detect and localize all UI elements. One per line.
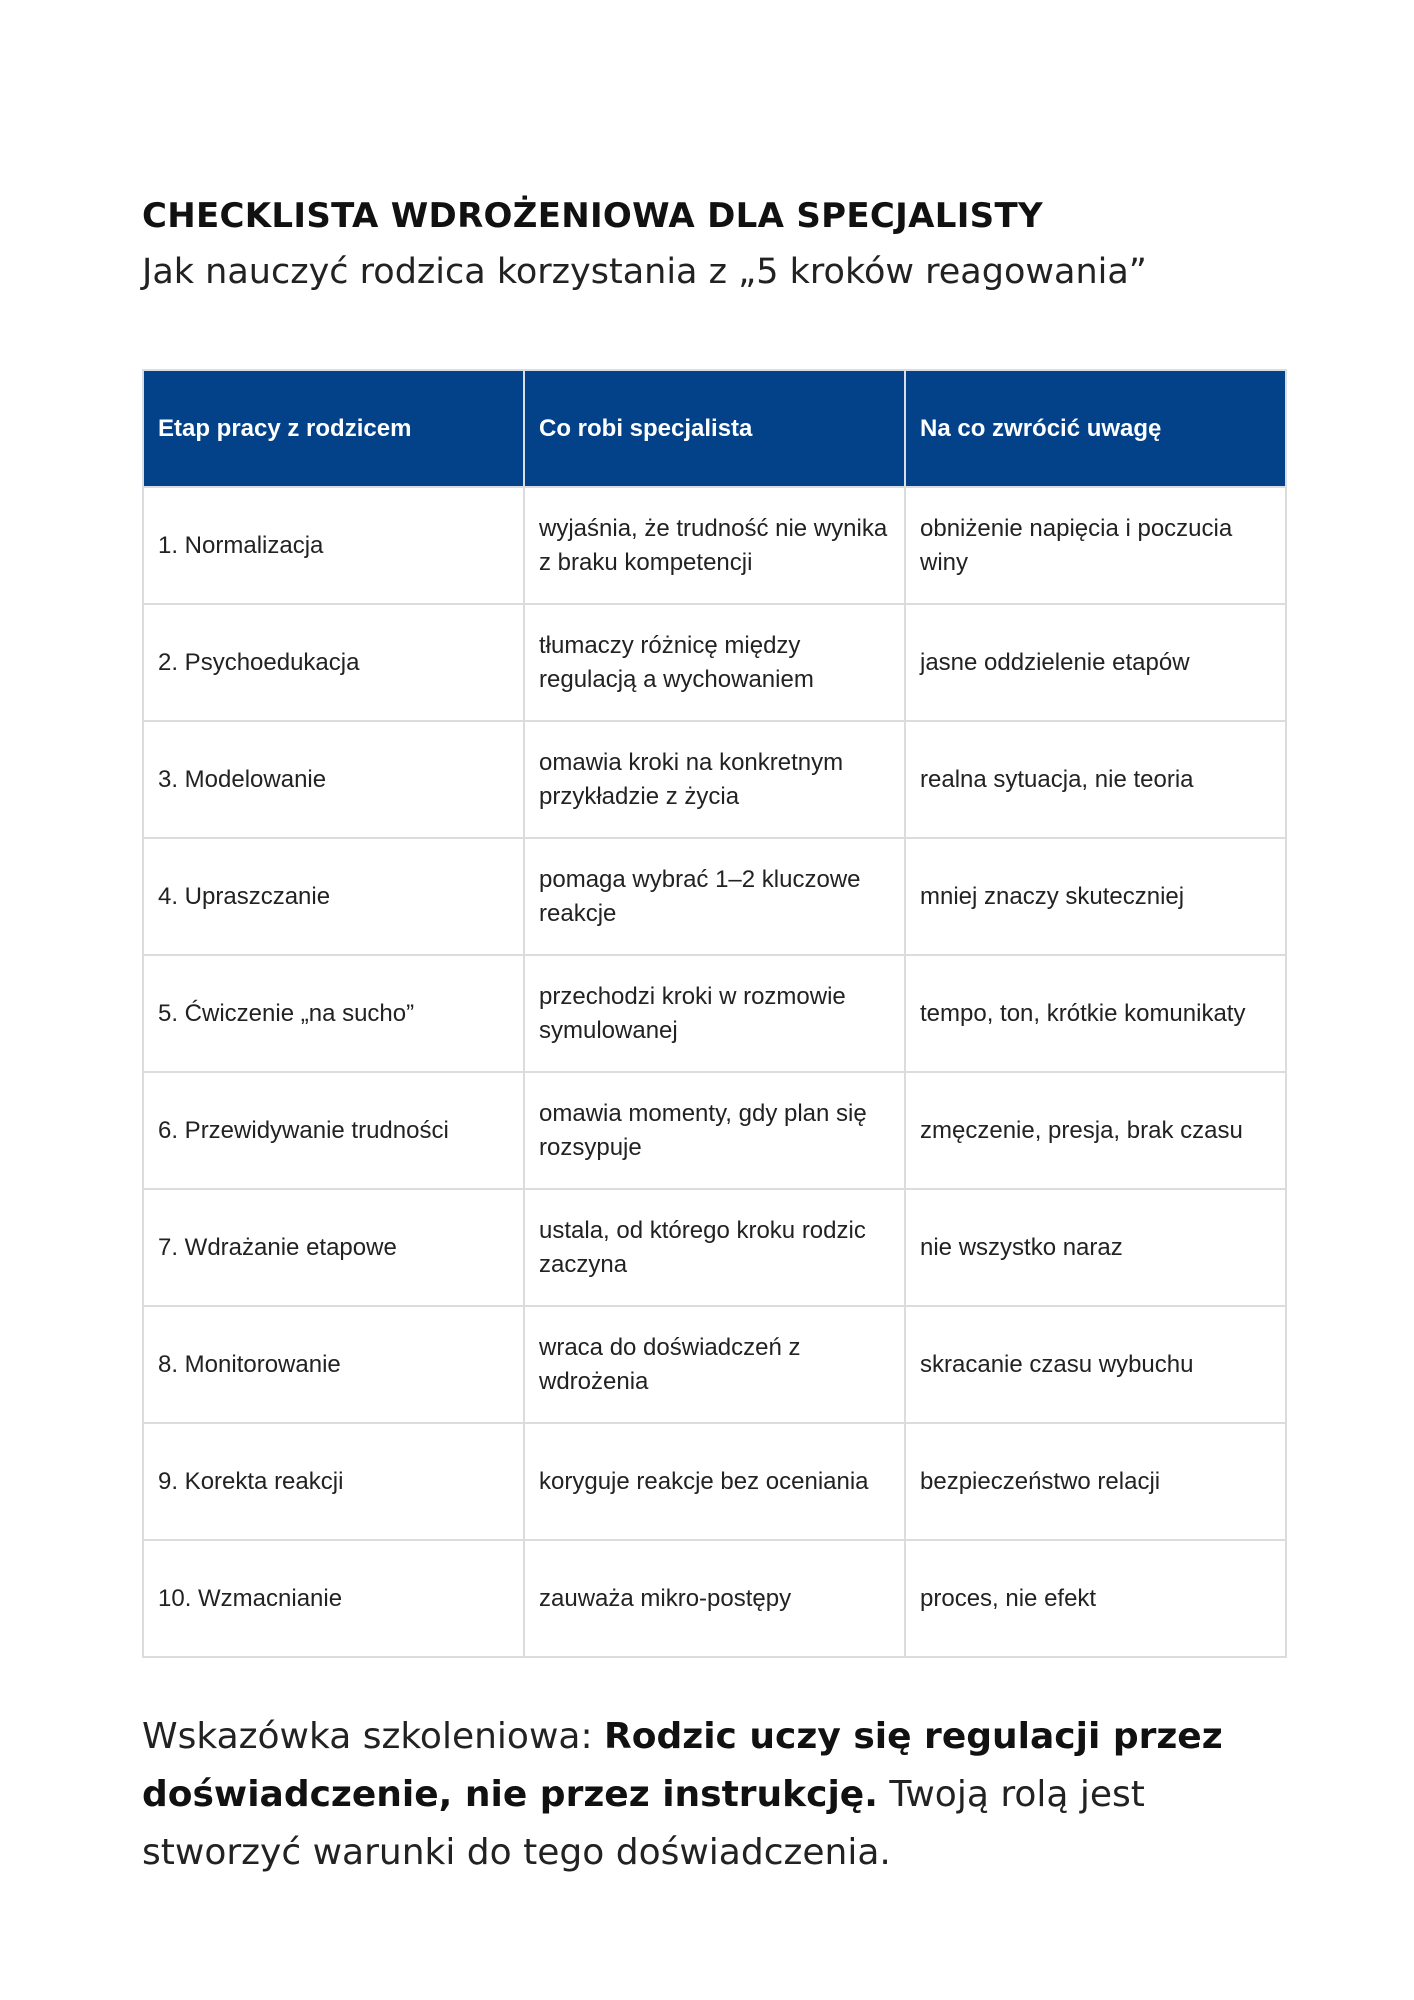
cell-specialist-action: przechodzi kroki w rozmowie symulowanej (524, 955, 905, 1072)
table-header-row (143, 370, 1286, 487)
cell-specialist-action: ustala, od którego kroku rodzic zaczyna (524, 1189, 905, 1306)
training-tip-tail: Twoją rolą jest stworzyć warunki do tego doświadczenia. (142, 1774, 1145, 1873)
page-title: CHECKLISTA WDROŻENIOWA DLA SPECJALISTY (142, 196, 1043, 236)
table-row (143, 838, 1286, 955)
cell-attention: proces, nie efekt (905, 1540, 1286, 1657)
cell-specialist-action: pomaga wybrać 1–2 kluczowe reakcje (524, 838, 905, 955)
table-row (143, 955, 1286, 1072)
cell-attention: tempo, ton, krótkie komunikaty (905, 955, 1286, 1072)
cell-attention: jasne oddzielenie etapów (905, 604, 1286, 721)
cell-specialist-action: zauważa mikro-postępy (524, 1540, 905, 1657)
table-row (143, 1072, 1286, 1189)
cell-stage: 7. Wdrażanie etapowe (143, 1189, 524, 1306)
cell-stage: 9. Korekta reakcji (143, 1423, 524, 1540)
cell-attention: skracanie czasu wybuchu (905, 1306, 1286, 1423)
cell-attention: zmęczenie, presja, brak czasu (905, 1072, 1286, 1189)
cell-attention: mniej znaczy skuteczniej (905, 838, 1286, 955)
table-row (143, 1306, 1286, 1423)
column-header-specialist-action: Co robi specjalista (524, 370, 905, 487)
cell-stage: 2. Psychoedukacja (143, 604, 524, 721)
cell-stage: 6. Przewidywanie trudności (143, 1072, 524, 1189)
cell-stage: 1. Normalizacja (143, 487, 524, 604)
cell-attention: bezpieczeństwo relacji (905, 1423, 1286, 1540)
cell-attention: realna sytuacja, nie teoria (905, 721, 1286, 838)
cell-specialist-action: wyjaśnia, że trudność nie wynika z braku kompetencji (524, 487, 905, 604)
cell-stage: 8. Monitorowanie (143, 1306, 524, 1423)
checklist-table (142, 369, 1287, 1658)
cell-specialist-action: wraca do doświadczeń z wdrożenia (524, 1306, 905, 1423)
cell-attention: obniżenie napięcia i poczucia winy (905, 487, 1286, 604)
table-row (143, 604, 1286, 721)
training-tip-lead: Wskazówka szkoleniowa: (142, 1716, 605, 1757)
table-row (143, 721, 1286, 838)
cell-attention: nie wszystko naraz (905, 1189, 1286, 1306)
cell-stage: 5. Ćwiczenie „na sucho” (143, 955, 524, 1072)
cell-specialist-action: tłumaczy różnicę między regulacją a wychowaniem (524, 604, 905, 721)
table-row (143, 1540, 1286, 1657)
column-header-attention: Na co zwrócić uwagę (905, 370, 1286, 487)
cell-stage: 3. Modelowanie (143, 721, 524, 838)
page-subtitle: Jak nauczyć rodzica korzystania z „5 kroków reagowania” (142, 252, 1147, 292)
training-tip-emphasis: Rodzic uczy się regulacji przez doświadczenie, nie przez instrukcję. (142, 1716, 1223, 1815)
column-header-stage: Etap pracy z rodzicem (143, 370, 524, 487)
table-row (143, 1189, 1286, 1306)
cell-specialist-action: omawia momenty, gdy plan się rozsypuje (524, 1072, 905, 1189)
cell-stage: 10. Wzmacnianie (143, 1540, 524, 1657)
cell-stage: 4. Upraszczanie (143, 838, 524, 955)
training-tip (142, 1708, 1292, 1882)
table-row (143, 1423, 1286, 1540)
cell-specialist-action: koryguje reakcje bez oceniania (524, 1423, 905, 1540)
cell-specialist-action: omawia kroki na konkretnym przykładzie z życia (524, 721, 905, 838)
table-row (143, 487, 1286, 604)
